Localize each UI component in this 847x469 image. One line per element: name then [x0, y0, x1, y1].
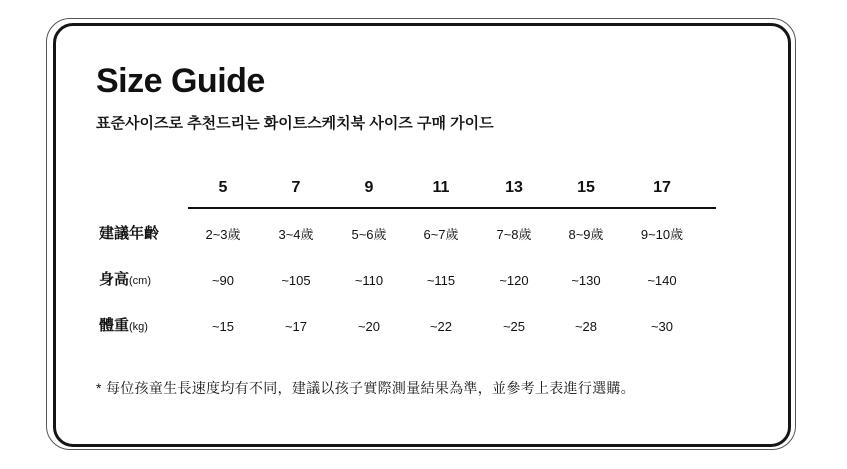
cell-weight-9: ~20 — [357, 319, 381, 334]
cell-weight-13: ~25 — [502, 319, 526, 334]
cell-weight-15: ~28 — [574, 319, 598, 334]
row-label-height — [99, 270, 151, 291]
cell-weight-7: ~17 — [284, 319, 308, 334]
cell-age-13: 7~8歲 — [496, 227, 532, 242]
cell-weight-11: ~22 — [429, 319, 453, 334]
cell-weight-17: ~30 — [650, 319, 674, 334]
size-header-15: 15 — [577, 179, 595, 196]
cell-height-9: ~110 — [354, 273, 384, 288]
header-divider — [188, 207, 716, 209]
row-label-weight-unit: (kg) — [129, 321, 148, 333]
row-label-height-text: 身高 — [99, 271, 130, 288]
size-header-11: 11 — [432, 179, 450, 196]
cell-height-5: ~90 — [211, 273, 235, 288]
cell-height-13: ~120 — [499, 273, 529, 288]
page-subtitle: 표준사이즈로 추천드리는 화이트스케치북 사이즈 구매 가이드 — [96, 115, 494, 132]
cell-age-9: 5~6歲 — [351, 227, 387, 242]
cell-age-17: 9~10歲 — [640, 227, 684, 242]
cell-height-11: ~115 — [426, 273, 456, 288]
row-label-age-text: 建議年齡 — [99, 225, 160, 242]
row-label-weight-text: 體重 — [99, 317, 130, 334]
page-title: Size Guide — [96, 62, 265, 100]
cell-age-7: 3~4歲 — [278, 227, 314, 242]
size-header-9: 9 — [364, 179, 374, 196]
cell-height-17: ~140 — [647, 273, 677, 288]
row-label-age — [99, 224, 159, 245]
cell-height-15: ~130 — [571, 273, 601, 288]
size-table — [96, 172, 720, 352]
row-label-height-unit: (cm) — [129, 275, 152, 287]
cell-age-5: 2~3歲 — [205, 227, 241, 242]
cell-age-11: 6~7歲 — [423, 227, 459, 242]
cell-height-7: ~105 — [281, 273, 311, 288]
size-header-17: 17 — [653, 179, 671, 196]
size-header-13: 13 — [505, 179, 523, 196]
size-header-5: 5 — [218, 179, 228, 196]
size-header-7: 7 — [291, 179, 301, 196]
cell-weight-5: ~15 — [211, 319, 235, 334]
row-label-weight — [99, 316, 148, 337]
footnote: * 每位孩童生長速度均有不同，建議以孩子實際測量結果為準，並參考上表進行選購。 — [96, 380, 636, 396]
cell-age-15: 8~9歲 — [568, 227, 604, 242]
